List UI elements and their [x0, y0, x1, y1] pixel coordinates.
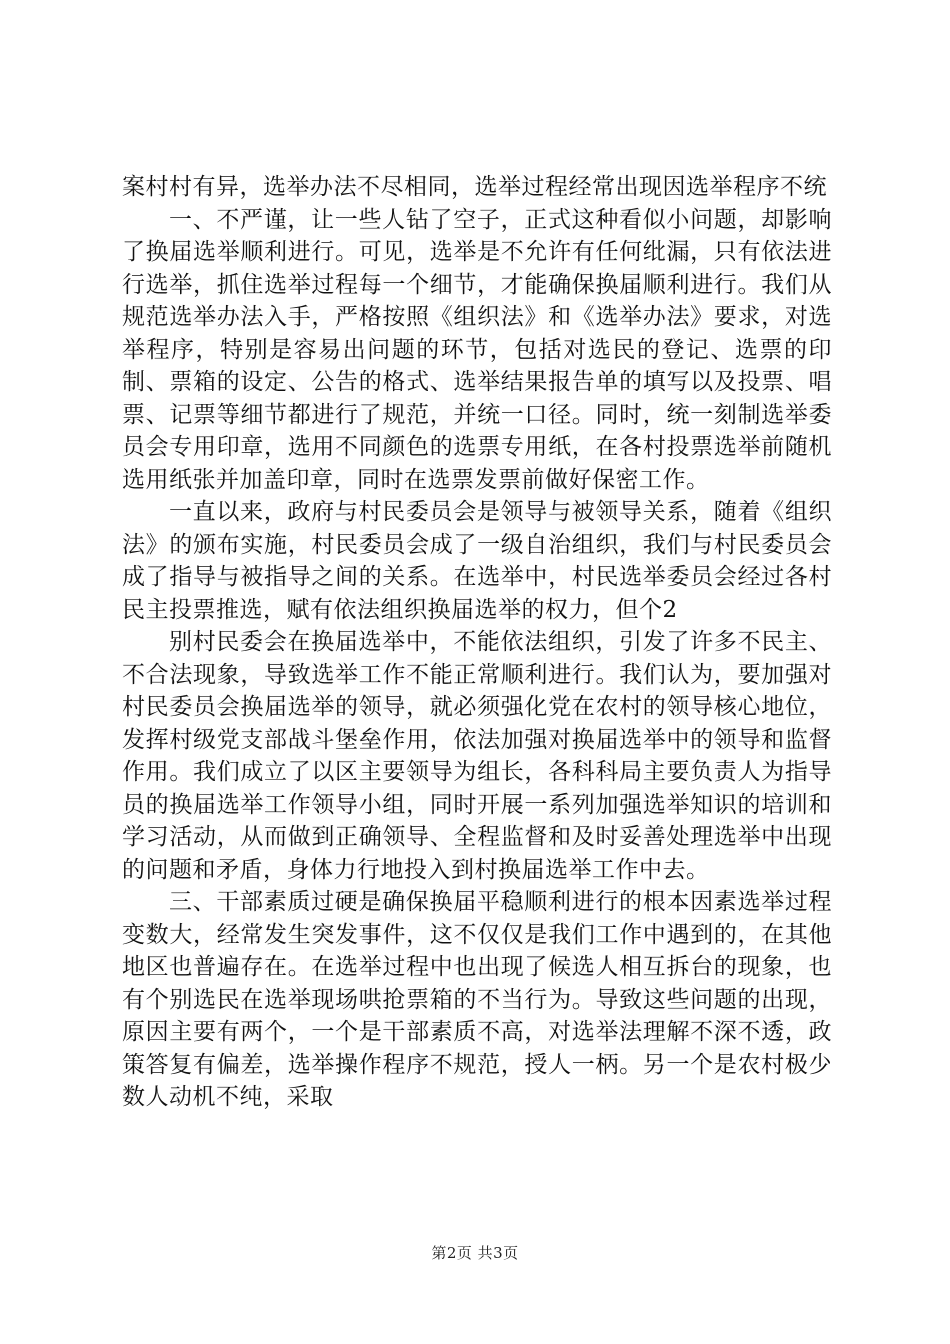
paragraph-2: 一、不严谨，让一些人钻了空子，正式这种看似小问题，却影响了换届选举顺利进行。可见，选举是不允许有任何纰漏，只有依法进行选举，抓住选举过程每一个细节，才能确保换届顺利进行。我们从规范选举办法入手，严格按照《组织法》和《选举办法》要求，对选举程序，特别是容易出问题的环节，包括对选民的登记、选票的印制、票箱的设定、公告的格式、选举结果报告单的填写以及投票、唱票、记票等细节都进行了规范，并统一口径。同时，统一刻制选举委员会专用印章，选用不同颜色的选票专用纸，在各村投票选举前随机选用纸张并加盖印章，同时在选票发票前做好保密工作。: [122, 206, 832, 493]
paragraph-1: 案村村有异，选举办法不尽相同，选举过程经常出现因选举程序不统: [122, 174, 827, 200]
paragraph-4: 别村民委会在换届选举中，不能依法组织，引发了许多不民主、不合法现象，导致选举工作不能正常顺利进行。我们认为，要加强对村民委员会换届选举的领导，就必须强化党在农村的领导核心地位，发挥村级党支部战斗堡垒作用，依法加强对换届选举中的领导和监督作用。我们成立了以区主要领导为组长，各科科局主要负责人为指导员的换届选举工作领导小组，同时开展一系列加强选举知识的培训和学习活动，从而做到正确领导、全程监督和及时妥善处理选举中出现的问题和矛盾，身体力行地投入到村换届选举工作中去。: [122, 629, 832, 883]
paragraph-5: 三、干部素质过硬是确保换届平稳顺利进行的根本因素选举过程变数大，经常发生突发事件，这不仅仅是我们工作中遇到的，在其他地区也普遍存在。在选举过程中也出现了候选人相互拆台的现象，也有个别选民在选举现场哄抢票箱的不当行为。导致这些问题的出现，原因主要有两个，一个是干部素质不高，对选举法理解不深不透，政策答复有偏差，选举操作程序不规范，授人一柄。另一个是农村极少数人动机不纯，采取: [122, 889, 832, 1110]
paragraph-3: 一直以来，政府与村民委员会是领导与被领导关系，随着《组织法》的颁布实施，村民委员会成了一级自治组织，我们与村民委员会成了指导与被指导之间的关系。在选举中，村民选举委员会经过各村民主投票推选，赋有依法组织换届选举的权力，但个2: [122, 499, 832, 623]
document-body: [122, 171, 832, 1114]
page-number-label: 第2页 共3页: [431, 1244, 519, 1262]
page-footer: [0, 1242, 950, 1263]
